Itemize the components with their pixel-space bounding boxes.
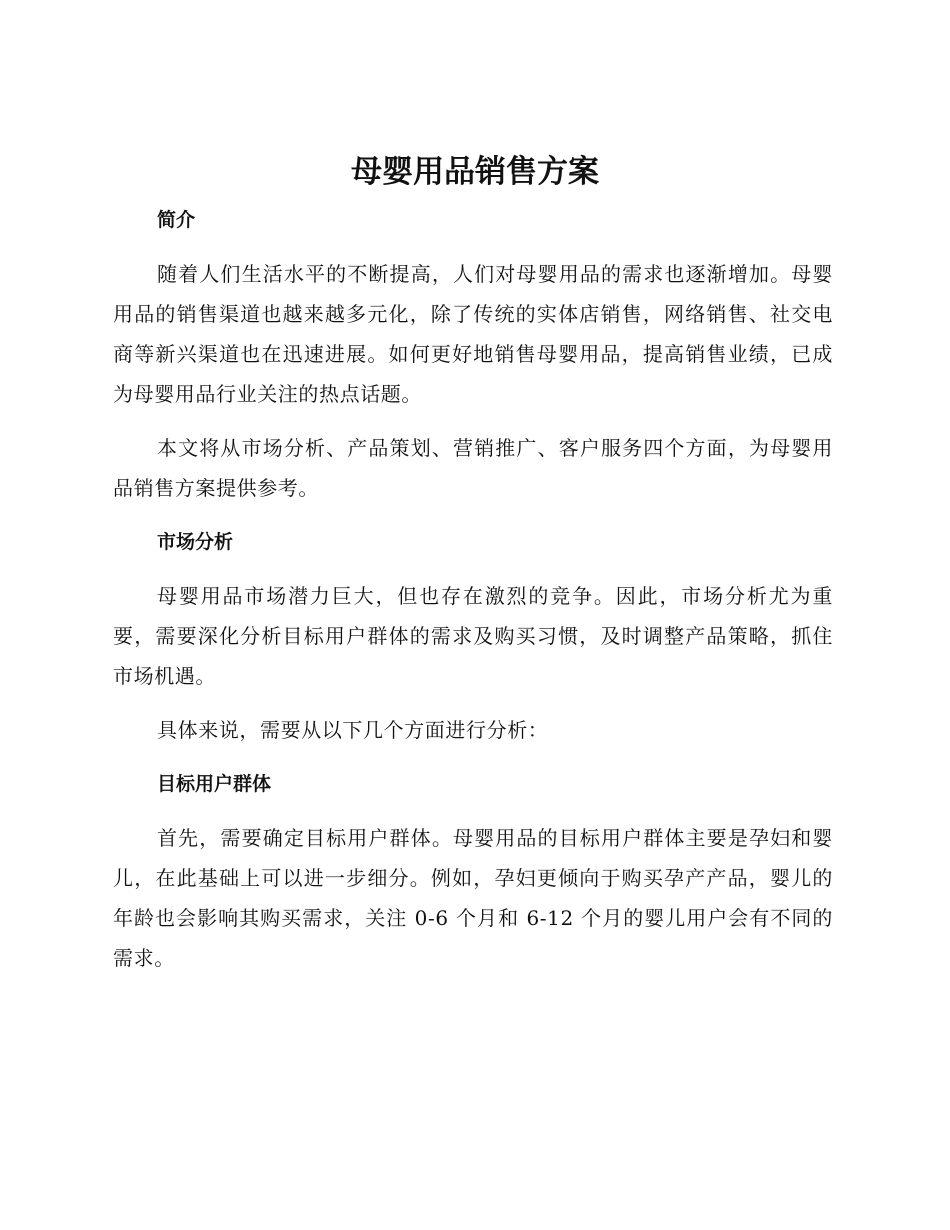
- section-heading-market-analysis: 市场分析: [157, 531, 234, 553]
- document-body: [113, 200, 833, 992]
- market-paragraph-1: 母婴用品市场潜力巨大，但也存在激烈的竞争。因此，市场分析尤为重要，需要深化分析目标用户群体的需求及购买习惯，及时调整产品策略，抓住市场机遇。: [113, 584, 833, 688]
- document-title: 母婴用品销售方案: [351, 154, 599, 190]
- intro-paragraph-1: 随着人们生活水平的不断提高，人们对母婴用品的需求也逐渐增加。母婴用品的销售渠道也越来越多元化，除了传统的实体店销售，网络销售、社交电商等新兴渠道也在迅速进展。如何更好地销售母婴用品，提高销售业绩，已成为母婴用品行业关注的热点话题。: [113, 262, 833, 406]
- section-intro: [113, 200, 833, 508]
- section-target-users: [113, 764, 833, 978]
- section-heading-target-users: 目标用户群体: [157, 773, 272, 795]
- intro-paragraph-2: 本文将从市场分析、产品策划、营销推广、客户服务四个方面，为母婴用品销售方案提供参考。: [113, 436, 833, 500]
- target-paragraph-1: 首先，需要确定目标用户群体。母婴用品的目标用户群体主要是孕妇和婴儿，在此基础上可以进一步细分。例如，孕妇更倾向于购买孕产产品，婴儿的年龄也会影响其购买需求，关注 0-6 个月和 6-12 个月的婴儿用户会有不同的需求。: [113, 826, 833, 970]
- section-market-analysis: [113, 522, 833, 750]
- market-paragraph-2: 具体来说，需要从以下几个方面进行分析：: [157, 718, 549, 742]
- section-heading-intro: 简介: [157, 209, 196, 231]
